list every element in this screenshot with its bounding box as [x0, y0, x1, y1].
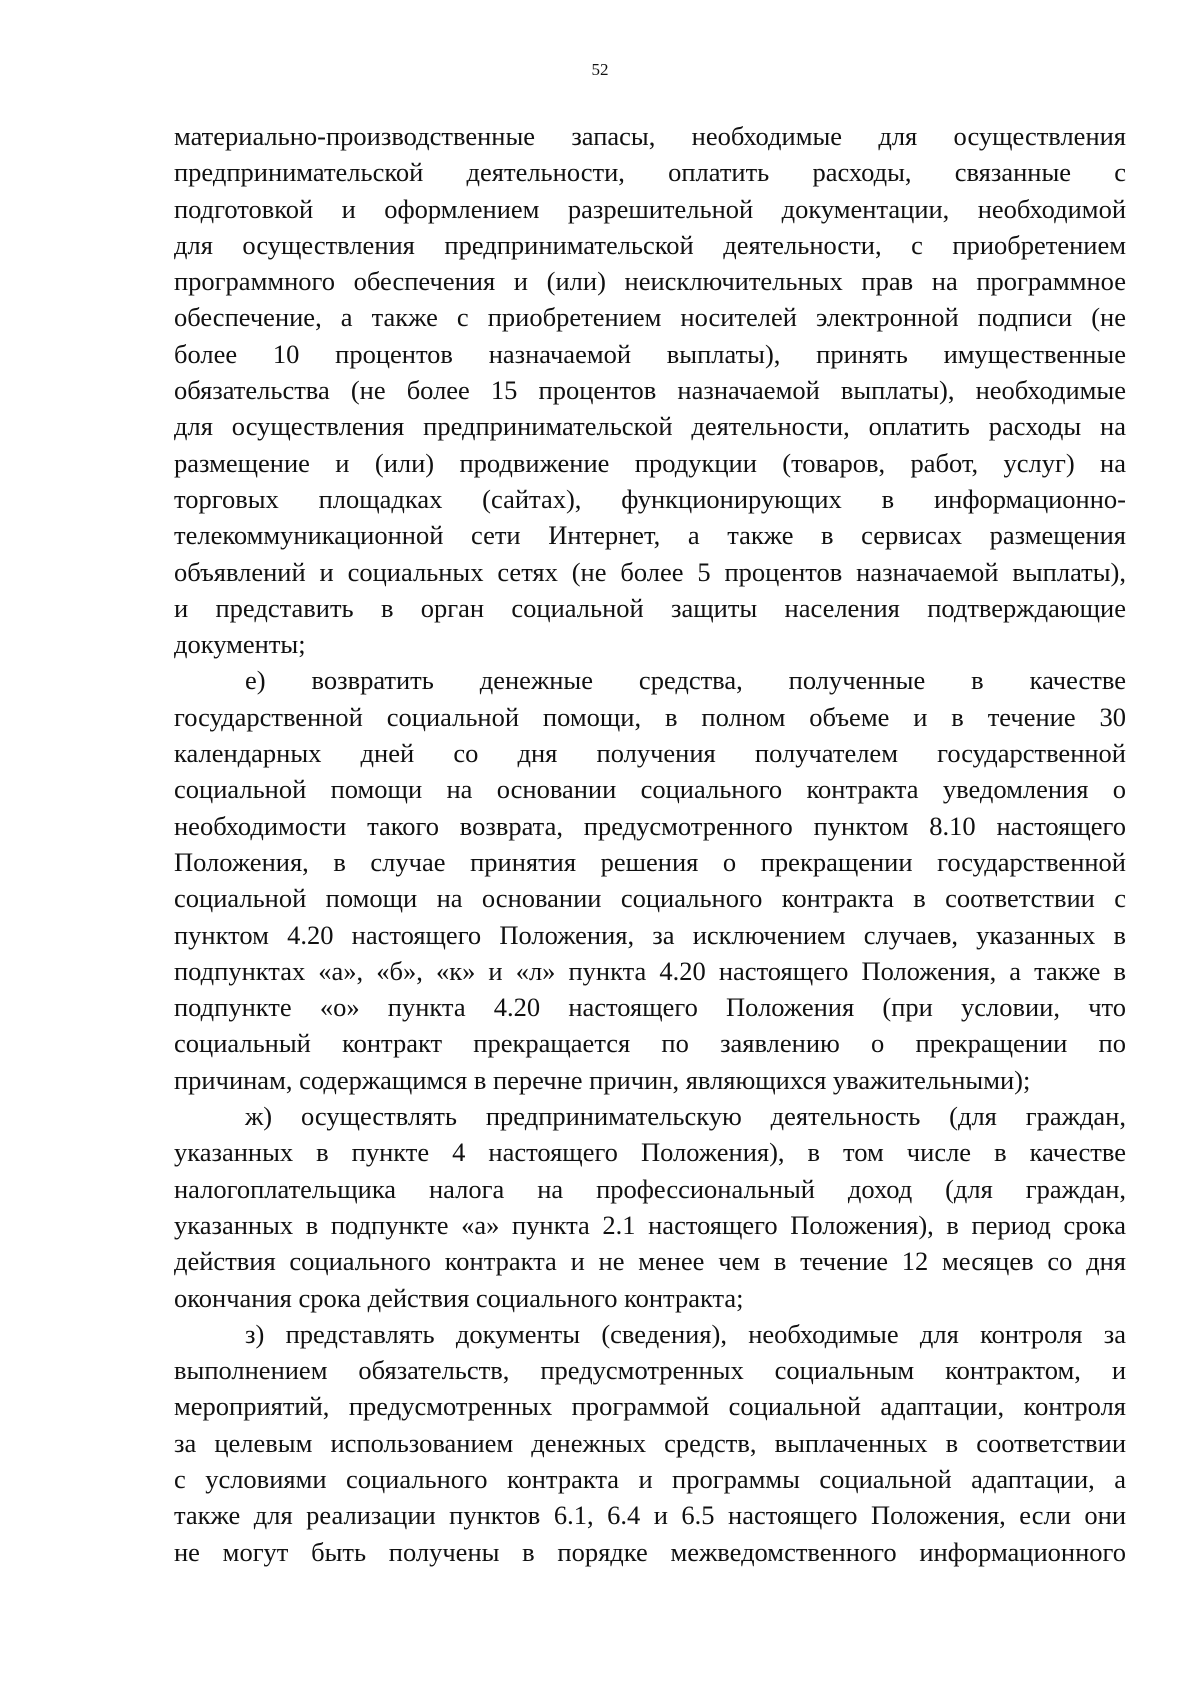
text-line: указанных в пункте 4 настоящего Положения), в том числе в качестве — [174, 1137, 1126, 1168]
text-line: обязательства (не более 15 процентов назначаемой выплаты), необходимые — [174, 375, 1126, 406]
document-body — [174, 118, 1126, 1570]
text-line: торговых площадках (сайтах), функционирующих в информационно- — [174, 483, 1126, 514]
text-line: более 10 процентов назначаемой выплаты), принять имущественные — [174, 338, 1126, 369]
text-line: государственной социальной помощи, в полном объеме и в течение 30 — [174, 701, 1126, 732]
text-line: подпункте «о» пункта 4.20 настоящего Положения (при условии, что — [174, 992, 1126, 1023]
text-line: также для реализации пунктов 6.1, 6.4 и 6.5 настоящего Положения, если они — [174, 1500, 1126, 1531]
text-line: программного обеспечения и (или) неисключительных прав на программное — [174, 266, 1126, 297]
text-line: з) представлять документы (сведения), необходимые для контроля за — [245, 1318, 1126, 1349]
text-line: документы; — [174, 629, 306, 660]
paragraph — [174, 118, 1126, 662]
text-line: не могут быть получены в порядке межведомственного информационного — [174, 1536, 1126, 1567]
text-line: материально-производственные запасы, необходимые для осуществления — [174, 121, 1126, 151]
text-line: указанных в подпункте «а» пункта 2.1 настоящего Положения), в период срока — [174, 1209, 1126, 1240]
text-line: мероприятий, предусмотренных программой социальной адаптации, контроля — [174, 1391, 1126, 1422]
text-line: за целевым использованием денежных средств, выплаченных в соответствии — [174, 1427, 1126, 1458]
text-line: окончания срока действия социального контракта; — [174, 1282, 744, 1313]
text-line: с условиями социального контракта и программы социальной адаптации, а — [174, 1463, 1126, 1494]
text-line: ж) осуществлять предпринимательскую деятельность (для граждан, — [245, 1101, 1126, 1132]
text-line: е) возвратить денежные средства, полученные в качестве — [245, 665, 1126, 696]
page-number: 52 — [591, 60, 609, 79]
text-line: налогоплательщика налога на профессиональный доход (для граждан, — [174, 1173, 1126, 1204]
text-line: объявлений и социальных сетях (не более 5 процентов назначаемой выплаты), — [174, 556, 1126, 587]
text-line: для осуществления предпринимательской деятельности, оплатить расходы на — [174, 411, 1126, 442]
paragraph — [174, 1098, 1126, 1316]
paragraph — [174, 1316, 1126, 1570]
text-line: причинам, содержащимся в перечне причин, являющихся уважительными); — [174, 1064, 1031, 1095]
text-line: подготовкой и оформлением разрешительной документации, необходимой — [174, 193, 1126, 224]
text-line: необходимости такого возврата, предусмотренного пунктом 8.10 настоящего — [174, 810, 1126, 841]
text-line: пунктом 4.20 настоящего Положения, за исключением случаев, указанных в — [174, 919, 1126, 950]
text-line: социальной помощи на основании социального контракта в соответствии с — [174, 883, 1126, 914]
text-line: Положения, в случае принятия решения о прекращении государственной — [174, 846, 1126, 877]
paragraph — [174, 662, 1126, 1098]
text-line: социальной помощи на основании социального контракта уведомления о — [174, 774, 1126, 805]
text-line: календарных дней со дня получения получателем государственной — [174, 738, 1126, 769]
text-line: выполнением обязательств, предусмотренных социальным контрактом, и — [174, 1355, 1126, 1386]
text-line: и представить в орган социальной защиты населения подтверждающие — [174, 592, 1126, 623]
text-line: для осуществления предпринимательской деятельности, с приобретением — [174, 229, 1126, 260]
text-line: размещение и (или) продвижение продукции (товаров, работ, услуг) на — [174, 447, 1126, 478]
text-line: предпринимательской деятельности, оплатить расходы, связанные с — [174, 157, 1126, 188]
text-line: подпунктах «а», «б», «к» и «л» пункта 4.20 настоящего Положения, а также в — [174, 955, 1126, 986]
text-line: телекоммуникационной сети Интернет, а также в сервисах размещения — [174, 520, 1126, 551]
text-line: действия социального контракта и не менее чем в течение 12 месяцев со дня — [174, 1246, 1126, 1277]
text-line: обеспечение, а также с приобретением носителей электронной подписи (не — [174, 302, 1126, 333]
text-line: социальный контракт прекращается по заявлению о прекращении по — [174, 1028, 1126, 1059]
